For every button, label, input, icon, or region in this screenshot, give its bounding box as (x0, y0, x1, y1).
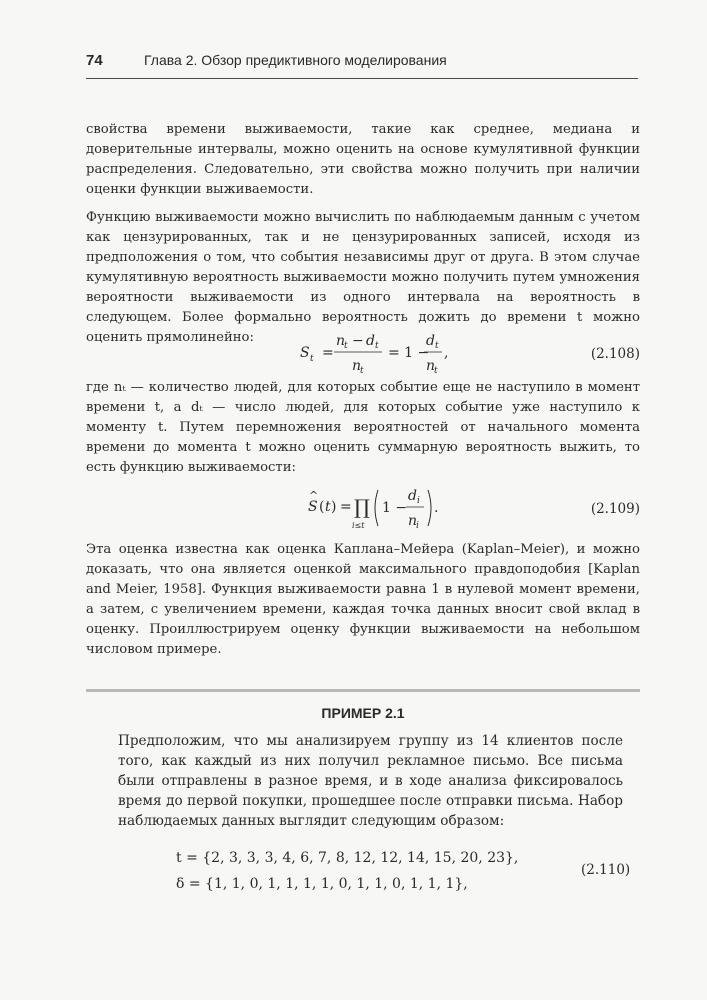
page-number: 74 (86, 52, 103, 69)
svg-text:=: = (340, 499, 352, 515)
svg-text:i: i (416, 521, 419, 531)
svg-text:t: t (310, 354, 314, 364)
svg-text:d: d (408, 488, 417, 504)
example-title: ПРИМЕР 2.1 (321, 705, 405, 721)
svg-text:i: i (417, 496, 420, 506)
paragraph-3: где nₜ — количество людей, для которых событие еще не наступило в момент времени t, а dₜ — число людей, для которых событие уже наступило к моменту t. Путем перемножения вероятностей от начального момента времени до момента t можно оценить суммарную вероятность выжить, то есть функцию выживаемости: (86, 380, 640, 475)
svg-text:t: t (434, 366, 438, 374)
paragraph-2: Функцию выживаемости можно вычислить по наблюдаемым данным с учетом как цензурированных, так и не цензурированных записей, исходя из предположения о том, что события независимы друг от друга. В этом случае кумулятивную вероятность выживаемости можно получить путем умножения вероятности выживаемости из одного интервала на вероятность в следующем. Более формально вероятность дожить до времени t можно оценить прямолинейно: (86, 210, 640, 345)
svg-text:n: n (352, 358, 362, 374)
svg-text:S: S (300, 345, 310, 361)
svg-text:= 1 −: = 1 − (388, 345, 430, 361)
equation-2-109-formula (86, 484, 640, 532)
equation-number: (2.108) (590, 346, 640, 362)
delta-sequence: δ = {1, 1, 0, 1, 1, 1, 1, 0, 1, 1, 0, 1, 1, 1}, (176, 876, 468, 892)
svg-text:t: t (360, 366, 364, 374)
svg-text:1 −: 1 − (382, 500, 408, 516)
svg-text:t: t (344, 341, 348, 351)
svg-text:^: ^ (309, 489, 319, 502)
equation-2-109 (86, 484, 640, 532)
svg-text:n: n (336, 333, 346, 349)
svg-text:): ) (331, 499, 337, 515)
svg-text:(: ( (319, 499, 325, 515)
paragraph-4: Эта оценка известна как оценка Каплана–Мейера (Kaplan–Meier), и можно доказать, что она является оценкой максимального правдоподобия [Kaplan and Meier, 1958]. Функция выживаемости равна 1 в нулевой момент времени, а затем, с увеличением времени, каждая точка данных вносит свой вклад в оценку. Проиллюстрируем оценку функции выживаемости на небольшом числовом примере. (86, 542, 640, 657)
svg-text:t: t (375, 341, 379, 351)
svg-text:d: d (366, 333, 375, 349)
example-divider (86, 689, 640, 692)
t-sequence: t = {2, 3, 3, 3, 4, 6, 7, 8, 12, 12, 14, 15, 20, 23}, (176, 850, 519, 866)
svg-text:,: , (444, 345, 449, 361)
svg-text:n: n (426, 358, 436, 374)
page-header (86, 52, 638, 79)
example-text: Предположим, что мы анализируем группу из 14 клиентов после того, как каждый из них получил рекламное письмо. Все письма были отправлены в разное время, и в ходе анализа фиксировалось время до первой покупки, прошедшее после отправки письма. Набор наблюдаемых данных выглядит следующим образом: (118, 733, 623, 829)
chapter-title: Глава 2. Обзор предиктивного моделирования (144, 52, 447, 68)
equation-number: (2.109) (590, 501, 640, 517)
svg-text:i≤t: i≤t (352, 521, 365, 530)
svg-text:d: d (426, 333, 435, 349)
svg-text:t: t (325, 499, 331, 515)
svg-text:=: = (322, 345, 334, 361)
svg-text:S: S (308, 499, 318, 515)
equation-2-108 (86, 330, 640, 374)
svg-text:t: t (435, 341, 439, 351)
equation-number: (2.110) (581, 862, 631, 878)
svg-text:.: . (434, 500, 439, 516)
svg-text:−: − (352, 333, 364, 349)
svg-text:∏: ∏ (354, 495, 370, 519)
svg-text:n: n (408, 513, 418, 529)
paragraph-1: свойства времени выживаемости, такие как среднее, медиана и доверительные интервалы, можно оценить на основе кумулятивной функции распределения. Следовательно, эти свойства можно получить при наличии оценки функции выживаемости. (86, 122, 640, 197)
equation-2-108-formula (86, 330, 640, 374)
